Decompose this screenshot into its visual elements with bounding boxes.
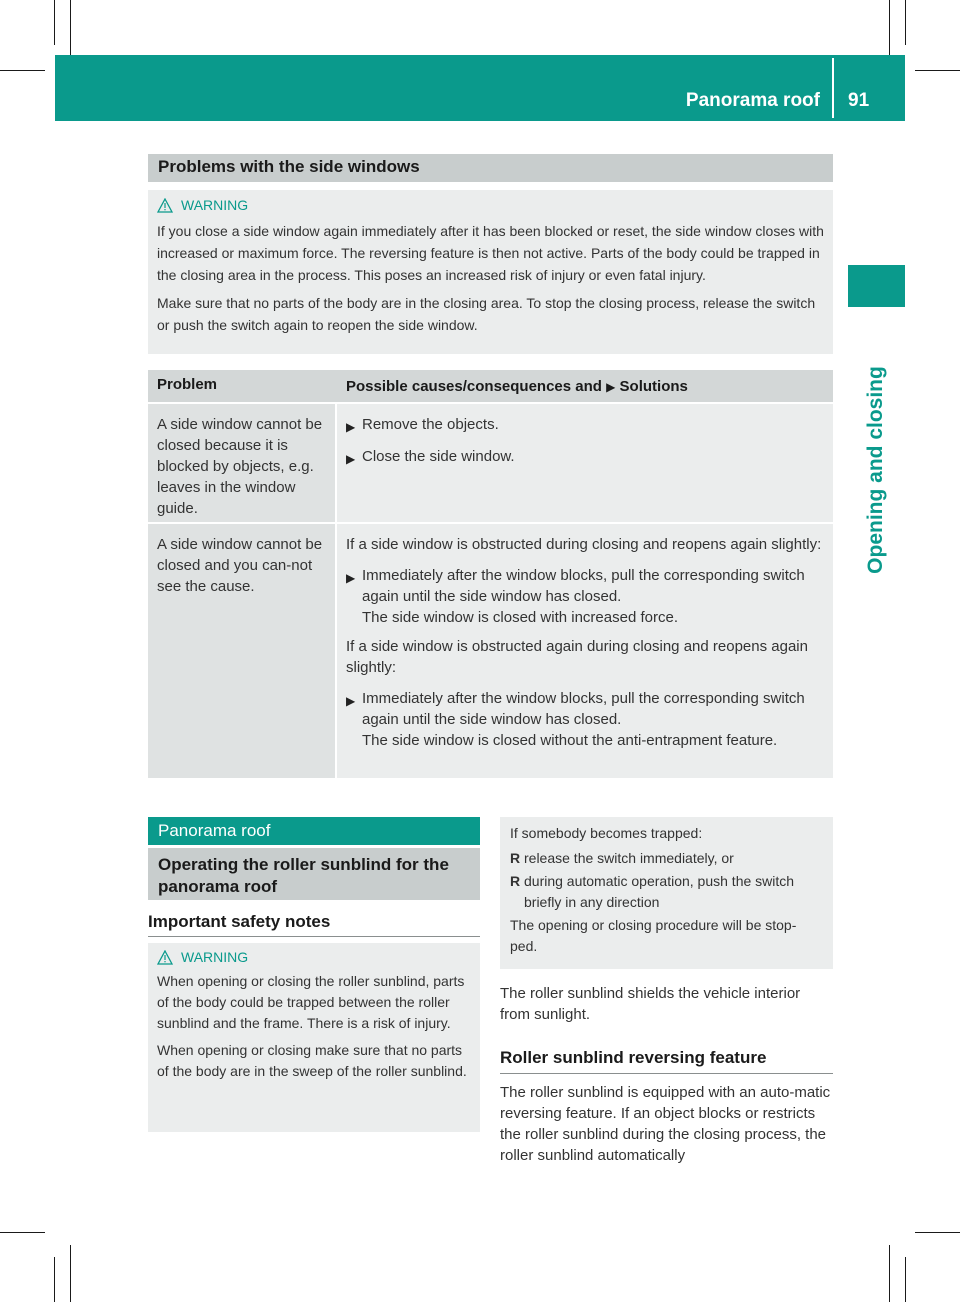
warning-paragraph: If you close a side window again immediately after it has been blocked or reset, the side window closes with increased or maximum force. The reversing feature is then not active. Parts of the body could be trapped in the closing area in the process. This poses an increased risk of injury or even fatal injury.: [157, 223, 824, 283]
reversing-paragraph: The roller sunblind is equipped with an auto-matic reversing feature. If an object blocks or restricts the roller sunblind during the closing process, the roller sunblind automatically: [500, 1084, 831, 1164]
action-arrow-icon: ▶: [346, 694, 356, 708]
header-divider: [832, 58, 834, 118]
list-item: R during automatic operation, push the switch briefly in any direction: [510, 873, 795, 910]
warning-box: [148, 190, 833, 354]
crop-mark: [915, 70, 960, 71]
crop-mark: [0, 1232, 45, 1233]
warning-title: WARNING: [157, 194, 824, 216]
crop-mark: [905, 0, 906, 45]
crop-mark: [905, 1257, 906, 1302]
solution-intro: If a side window is obstructed during closing and reopens again slightly:: [346, 536, 822, 553]
trapped-outro: The opening or closing procedure will be stop-ped.: [510, 917, 797, 954]
shield-paragraph: The roller sunblind shields the vehicle interior from sunlight.: [500, 985, 801, 1023]
bullet-r-icon: R: [510, 850, 521, 866]
action-step: ▶ Remove the objects.: [346, 414, 824, 438]
table-cell-problem: A side window cannot be closed and you can-not see the cause.: [148, 524, 335, 778]
action-step: ▶ Immediately after the window blocks, pull the corresponding switch again until the side window has closed. The side window is closed without the anti-entrapment feature.: [346, 690, 805, 749]
action-arrow-icon: ▶: [346, 571, 356, 585]
chapter-label: Opening and closing: [864, 366, 887, 574]
crop-mark: [54, 0, 55, 45]
chapter-tab: [848, 265, 905, 307]
warning-paragraph: Make sure that no parts of the body are in the closing area. To stop the closing process, release the switch or push the switch again to reopen the side window.: [157, 295, 816, 333]
column-header-problem: Problem: [157, 376, 218, 393]
warning-box: [148, 943, 480, 1132]
crop-mark: [0, 70, 45, 71]
table-cell-solution: [337, 524, 833, 778]
reversing-heading: Roller sunblind reversing feature: [500, 1048, 767, 1067]
crop-mark: [54, 1257, 55, 1302]
heading-rule: [148, 936, 480, 937]
subsection-heading: Operating the roller sunblind for the panorama roof: [148, 848, 480, 900]
table-cell-solution: [337, 404, 833, 522]
safety-notes-heading: Important safety notes: [148, 912, 331, 931]
action-result: The side window is closed without the anti-entrapment feature.: [362, 732, 778, 749]
warning-paragraph: When opening or closing the roller sunblind, parts of the body could be trapped between the roller sunblind and the frame. There is a risk of injury.: [157, 973, 465, 1031]
warning-triangle-icon: [157, 198, 173, 213]
table-cell-problem: A side window cannot be closed because it is blocked by objects, e.g. leaves in the window guide.: [148, 404, 335, 522]
warning-triangle-icon: [157, 950, 173, 965]
action-step: ▶ Close the side window.: [346, 446, 824, 470]
page-number: 91: [848, 90, 870, 111]
page-header-title: Panorama roof: [685, 90, 820, 111]
list-item: R release the switch immediately, or: [510, 848, 823, 869]
section-heading-panorama: Panorama roof: [148, 817, 480, 845]
bullet-r-icon: R: [510, 873, 521, 889]
action-arrow-icon: ▶: [346, 420, 356, 434]
crop-mark: [889, 1245, 890, 1302]
action-arrow-icon: ▶: [346, 452, 356, 466]
trapped-intro: If somebody becomes trapped:: [510, 825, 703, 841]
warning-paragraph: When opening or closing make sure that no parts of the body are in the sweep of the roller sunblind.: [157, 1042, 467, 1079]
section-heading: [148, 154, 833, 182]
crop-mark: [915, 1232, 960, 1233]
crop-mark: [70, 1245, 71, 1302]
action-result: The side window is closed with increased force.: [362, 609, 678, 626]
heading-rule: [500, 1073, 833, 1074]
action-step: ▶ Immediately after the window blocks, pull the corresponding switch again until the side window has closed. The side window is closed with increased force.: [346, 567, 805, 626]
action-arrow-icon: ▶: [606, 380, 616, 394]
table-header: [148, 370, 833, 402]
section-heading-text: Problems with the side windows: [158, 157, 420, 176]
trapped-info-box: [500, 817, 833, 969]
solution-intro: If a side window is obstructed again during closing and reopens again slightly:: [346, 638, 808, 676]
crop-mark: [889, 0, 890, 55]
warning-title: WARNING: [157, 947, 471, 968]
column-header-solutions: Possible causes/consequences and ▶ Solutions: [346, 378, 688, 395]
crop-mark: [70, 0, 71, 55]
